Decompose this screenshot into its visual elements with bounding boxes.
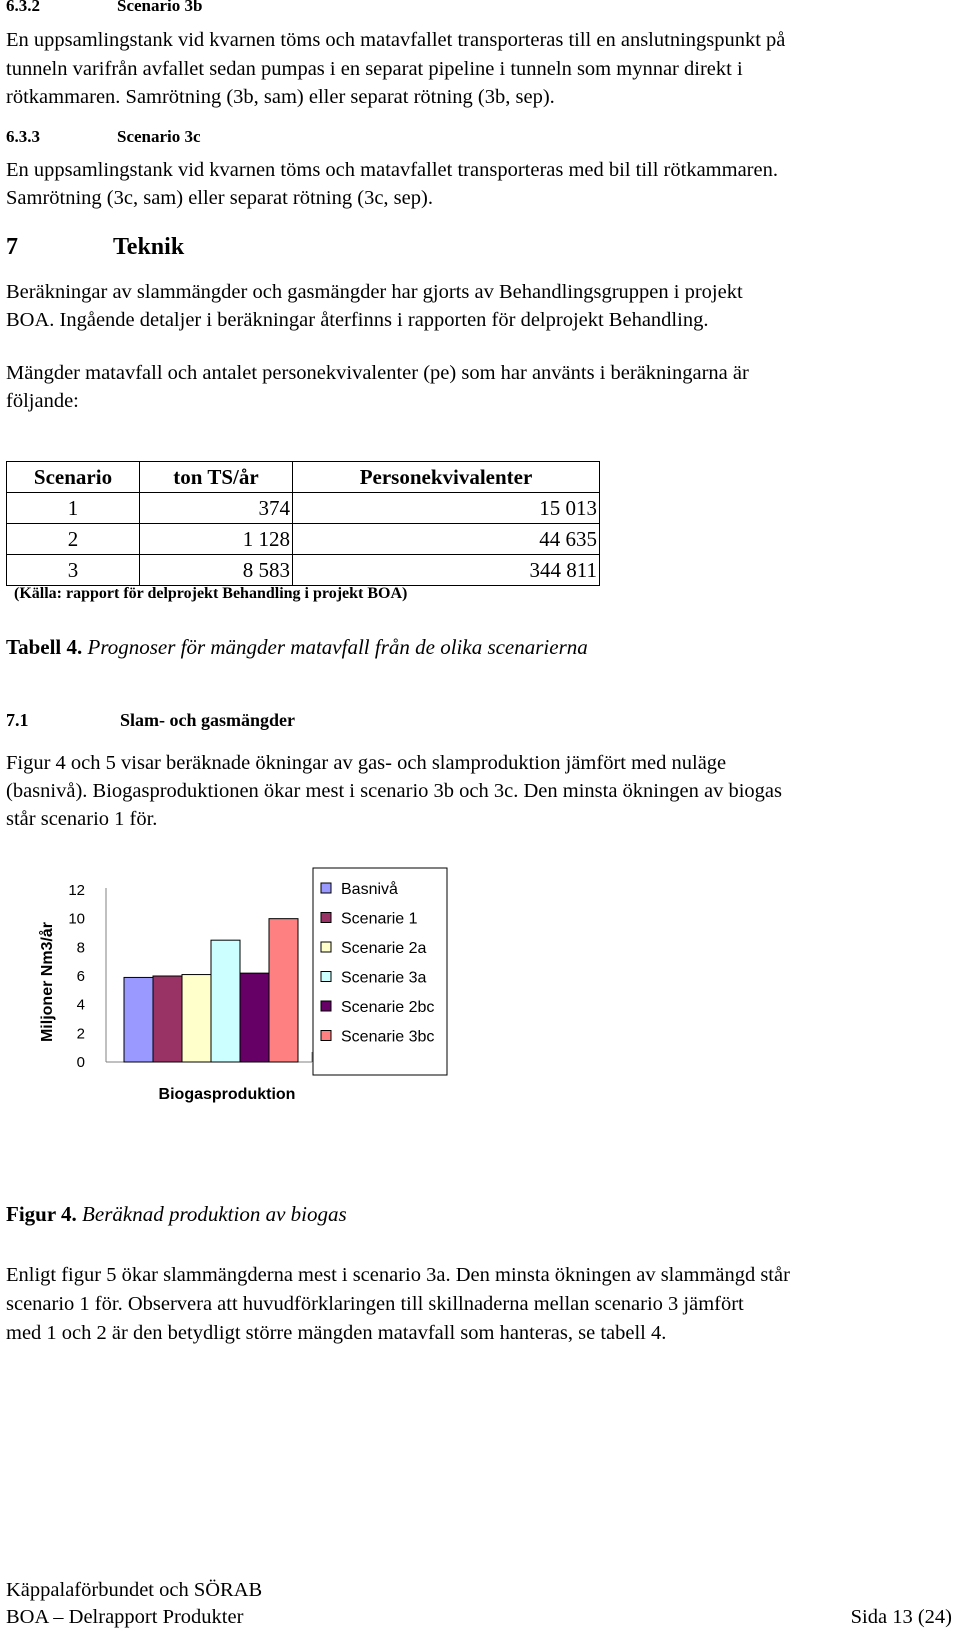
paragraph-line: BOA. Ingående detaljer i beräkningar återfinns i rapporten för delprojekt Behandling. xyxy=(6,309,709,331)
bar xyxy=(182,975,211,1062)
heading-7-1-number: 7.1 xyxy=(6,710,29,730)
table-cell: 2 xyxy=(7,524,140,555)
paragraph-line: står scenario 1 för. xyxy=(6,808,158,830)
heading-6-3-3-title: Scenario 3c xyxy=(117,127,201,146)
figure-caption-label: Figur 4. xyxy=(6,1202,77,1226)
heading-7-number: 7 xyxy=(6,234,18,260)
bar xyxy=(269,919,298,1062)
data-table xyxy=(6,461,600,586)
heading-6-3-2-title: Scenario 3b xyxy=(117,0,203,15)
paragraph-line: tunneln varifrån avfallet sedan pumpas i en separat pipeline i tunneln som mynnar direkt i xyxy=(6,58,743,80)
table-row xyxy=(7,493,600,524)
bar xyxy=(153,976,182,1062)
footer-report: BOA – Delrapport Produkter xyxy=(6,1606,244,1628)
paragraph-line: En uppsamlingstank vid kvarnen töms och matavfallet transporteras till en anslutningspunkt på xyxy=(6,29,786,51)
legend-swatch xyxy=(321,1001,331,1011)
y-tick-label: 12 xyxy=(68,882,85,899)
paragraph-line: Mängder matavfall och antalet personekvivalenter (pe) som har använts i beräkningarna är xyxy=(6,362,749,384)
y-tick-label: 2 xyxy=(76,1025,85,1043)
table-caption-label: Tabell 4. xyxy=(6,635,83,659)
y-tick-label: 8 xyxy=(76,939,85,957)
table-cell: 44 635 xyxy=(293,524,600,555)
paragraph-line: Figur 4 och 5 visar beräknade ökningar av gas- och slamproduktion jämfört med nuläge xyxy=(6,752,727,774)
table-cell: 3 xyxy=(7,555,140,586)
table-header-row xyxy=(7,462,600,493)
table-row xyxy=(7,524,600,555)
legend-label: Scenarie 2a xyxy=(341,940,427,957)
table-cell: 374 xyxy=(140,493,293,524)
figure-caption-text: Beräknad produktion av biogas xyxy=(82,1202,347,1226)
legend-label: Scenarie 3a xyxy=(341,969,427,987)
table-caption-text: Prognoser för mängder matavfall från de olika scenarierna xyxy=(87,635,588,659)
bar xyxy=(124,977,153,1062)
bar xyxy=(240,973,269,1062)
table-cell: 1 xyxy=(7,493,140,524)
y-tick-label: 0 xyxy=(76,1054,85,1071)
y-tick-label: 6 xyxy=(76,968,85,985)
legend-swatch xyxy=(321,942,331,952)
bar xyxy=(211,940,240,1062)
legend-swatch xyxy=(321,972,331,982)
biogas-bar-chart xyxy=(0,860,960,1160)
footer-page-number: Sida 13 (24) xyxy=(850,1606,952,1628)
table-cell: 15 013 xyxy=(293,493,600,524)
table-source: (Källa: rapport för delprojekt Behandling i projekt BOA) xyxy=(14,585,408,602)
heading-6-3-3-number: 6.3.3 xyxy=(6,127,40,146)
paragraph-line: följande: xyxy=(6,390,79,412)
table-caption xyxy=(6,635,588,660)
y-tick-label: 10 xyxy=(68,910,85,928)
legend-label: Scenarie 1 xyxy=(341,910,418,928)
heading-7-title: Teknik xyxy=(113,234,185,260)
y-tick-label: 4 xyxy=(76,996,85,1014)
legend-label: Scenarie 2bc xyxy=(341,999,435,1016)
table-row xyxy=(7,555,600,586)
legend-swatch xyxy=(321,883,331,893)
paragraph-line: En uppsamlingstank vid kvarnen töms och matavfallet transporteras med bil till rötkammaren. xyxy=(6,159,778,181)
paragraph-line: (basnivå). Biogasproduktionen ökar mest i scenario 3b och 3c. Den minsta ökningen av biogas xyxy=(6,780,782,802)
table-header: ton TS/år xyxy=(140,462,293,493)
table-cell: 344 811 xyxy=(293,555,600,586)
table-cell: 1 128 xyxy=(140,524,293,555)
paragraph-line: Beräkningar av slammängder och gasmängder har gjorts av Behandlingsgruppen i projekt xyxy=(6,281,743,303)
figure-caption xyxy=(6,1202,347,1227)
paragraph-line: Samrötning (3c, sam) eller separat rötning (3c, sep). xyxy=(6,187,433,209)
paragraph-line: med 1 och 2 är den betydligt större mängden matavfall som hanteras, se tabell 4. xyxy=(6,1322,667,1344)
heading-7-1-title: Slam- och gasmängder xyxy=(120,710,295,730)
table-header: Personekvivalenter xyxy=(293,462,600,493)
paragraph-line: scenario 1 för. Observera att huvudförklaringen till skillnaderna mellan scenario 3 jämfört xyxy=(6,1293,744,1315)
table-header: Scenario xyxy=(7,462,140,493)
y-axis-label: Miljoner Nm3/år xyxy=(39,921,56,1043)
legend-label: Scenarie 3bc xyxy=(341,1028,435,1046)
paragraph-line: rötkammaren. Samrötning (3b, sam) eller separat rötning (3b, sep). xyxy=(6,86,555,108)
legend-swatch xyxy=(321,1031,331,1041)
legend-label: Basnivå xyxy=(341,881,398,898)
footer-org: Käppalaförbundet och SÖRAB xyxy=(6,1579,263,1601)
x-category-label: Biogasproduktion xyxy=(158,1086,296,1103)
legend-swatch xyxy=(321,913,331,923)
heading-6-3-2-number: 6.3.2 xyxy=(6,0,40,15)
table-cell: 8 583 xyxy=(140,555,293,586)
paragraph-line: Enligt figur 5 ökar slammängderna mest i scenario 3a. Den minsta ökningen av slammängd står xyxy=(6,1264,790,1286)
